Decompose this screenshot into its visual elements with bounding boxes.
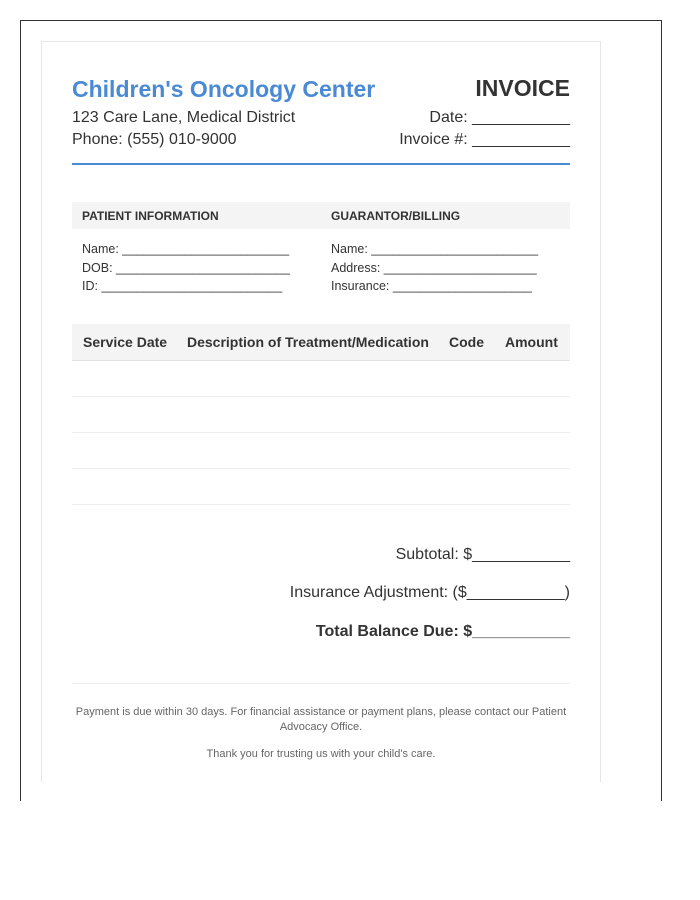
subtotal-line: Subtotal: $___________: [395, 546, 570, 563]
patient-info: [82, 240, 290, 296]
column-service-date: Service Date: [83, 334, 168, 350]
patient-id-field: ID: __________________________: [82, 279, 283, 293]
table-row: [72, 397, 570, 433]
column-code: Code: [449, 334, 484, 350]
organization-address: 123 Care Lane, Medical District: [72, 109, 296, 126]
guarantor-heading: GUARANTOR/BILLING: [331, 209, 461, 223]
guarantor-name-field: Name: ________________________: [331, 242, 539, 256]
guarantor-address-field: Address: ______________________: [331, 260, 537, 275]
invoice-header: [72, 42, 570, 165]
table-row: [72, 361, 570, 397]
invoice-content: [72, 42, 570, 760]
patient-name-field: Name: ________________________: [82, 242, 290, 256]
table-row: [72, 433, 570, 469]
patient-info-heading: PATIENT INFORMATION: [82, 209, 219, 223]
guarantor-info: [331, 240, 538, 296]
invoice-title: INVOICE: [475, 75, 570, 101]
services-table-header: [72, 324, 570, 361]
insurance-adjustment-line: Insurance Adjustment: ($___________): [289, 584, 570, 601]
organization-phone: Phone: (555) 010-9000: [72, 131, 237, 148]
total-balance-due-line: Total Balance Due: $___________: [315, 623, 570, 640]
footer-divider: [72, 683, 570, 684]
column-amount: Amount: [505, 334, 558, 350]
invoice-number-field: Invoice #: ___________: [399, 131, 570, 148]
column-description: Description of Treatment/Medication: [187, 334, 429, 350]
thank-you-note: Thank you for trusting us with your child's care.: [206, 748, 436, 760]
payment-terms-note: Payment is due within 30 days. For financial assistance or payment plans, please contact our Patient Advocacy Office.: [75, 706, 567, 733]
guarantor-insurance-field: Insurance: ____________________: [331, 279, 532, 293]
invoice-page: [41, 41, 601, 782]
organization-name: Children's Oncology Center: [72, 76, 376, 102]
info-section-header: [72, 202, 570, 229]
table-row: [72, 469, 570, 505]
invoice-date-field: Date: ___________: [429, 109, 570, 126]
patient-dob-field: DOB: _________________________: [82, 260, 290, 275]
